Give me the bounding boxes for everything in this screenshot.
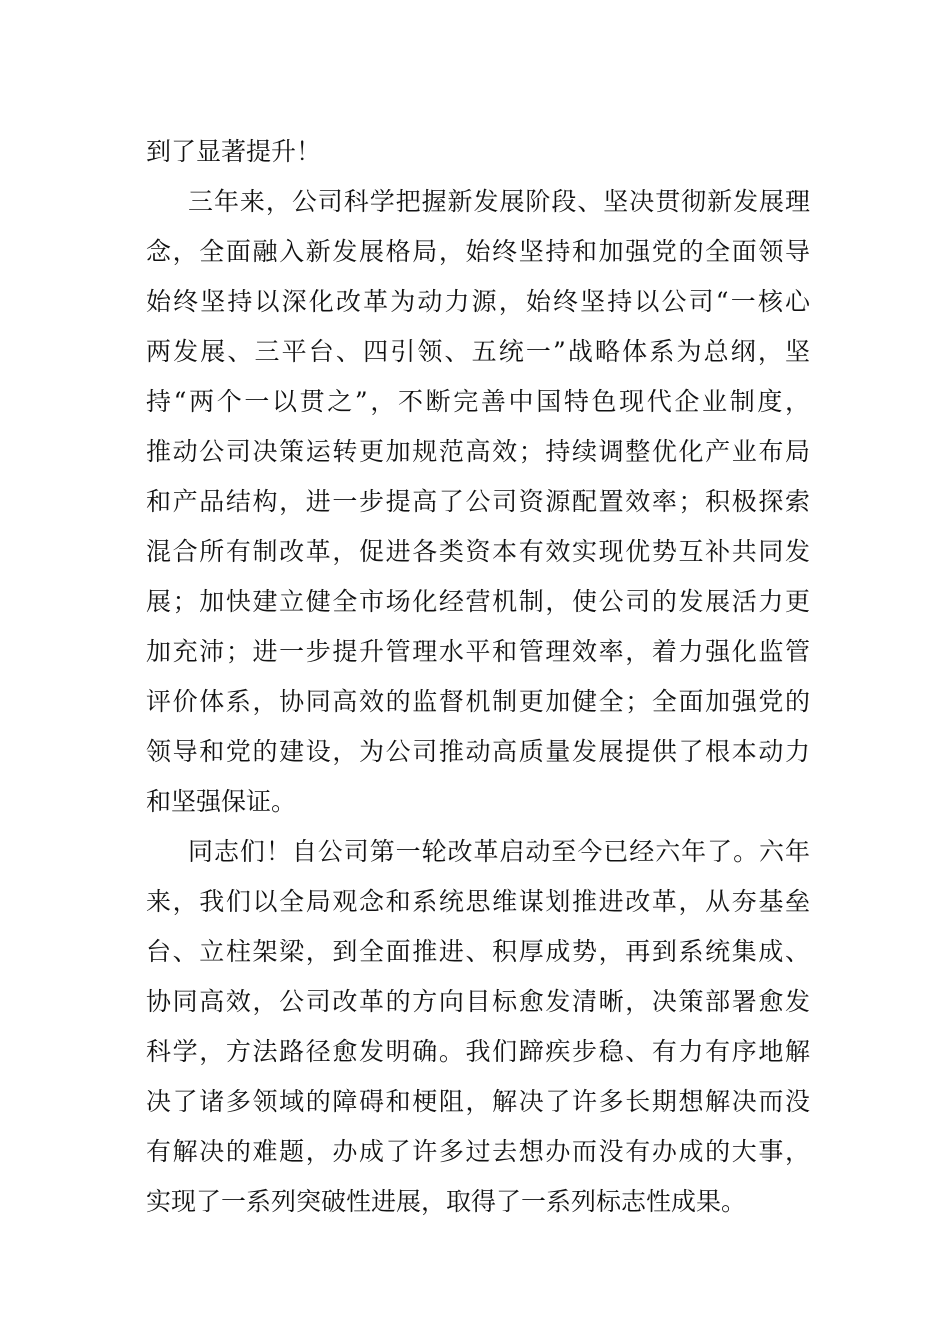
text-line: 持“两个一以贯之”，不断完善中国特色现代企业制度， [146, 387, 810, 416]
text-line: 评价体系，协同高效的监督机制更加健全；全面加强党的 [146, 687, 810, 716]
text-line: 念，全面融入新发展格局，始终坚持和加强党的全面领导 [146, 237, 810, 266]
text-line: 同志们！自公司第一轮改革启动至今已经六年了。六年 [188, 837, 810, 866]
text-line: 三年来，公司科学把握新发展阶段、坚决贯彻新发展理 [188, 187, 810, 216]
text-line: 推动公司决策运转更加规范高效；持续调整优化产业布局 [146, 437, 810, 466]
text-line: 和产品结构，进一步提高了公司资源配置效率；积极探索 [146, 487, 810, 516]
text-line: 展；加快建立健全市场化经营机制，使公司的发展活力更 [146, 587, 810, 616]
text-line: 科学，方法路径愈发明确。我们蹄疾步稳、有力有序地解 [146, 1037, 810, 1066]
text-line: 来，我们以全局观念和系统思维谋划推进改革，从夯基垒 [146, 887, 810, 916]
body-text [146, 127, 810, 1227]
text-line: 领导和党的建设，为公司推动高质量发展提供了根本动力 [146, 737, 810, 766]
text-line: 实现了一系列突破性进展，取得了一系列标志性成果。 [146, 1187, 747, 1216]
text-line: 协同高效，公司改革的方向目标愈发清晰，决策部署愈发 [146, 987, 810, 1016]
text-line: 两发展、三平台、四引领、五统一”战略体系为总纲，坚 [146, 337, 810, 366]
text-line: 有解决的难题，办成了许多过去想办而没有办成的大事， [146, 1137, 810, 1166]
text-line: 始终坚持以深化改革为动力源，始终坚持以公司“一核心 [146, 287, 810, 316]
text-line: 和坚强保证。 [146, 787, 297, 816]
text-line: 到了显著提升！ [146, 137, 322, 166]
text-line: 加充沛；进一步提升管理水平和管理效率，着力强化监管 [146, 637, 810, 666]
text-line: 台、立柱架梁，到全面推进、积厚成势，再到系统集成、 [146, 937, 810, 966]
text-line: 混合所有制改革，促进各类资本有效实现优势互补共同发 [146, 537, 810, 566]
text-line: 决了诸多领域的障碍和梗阻，解决了许多长期想解决而没 [146, 1087, 810, 1116]
